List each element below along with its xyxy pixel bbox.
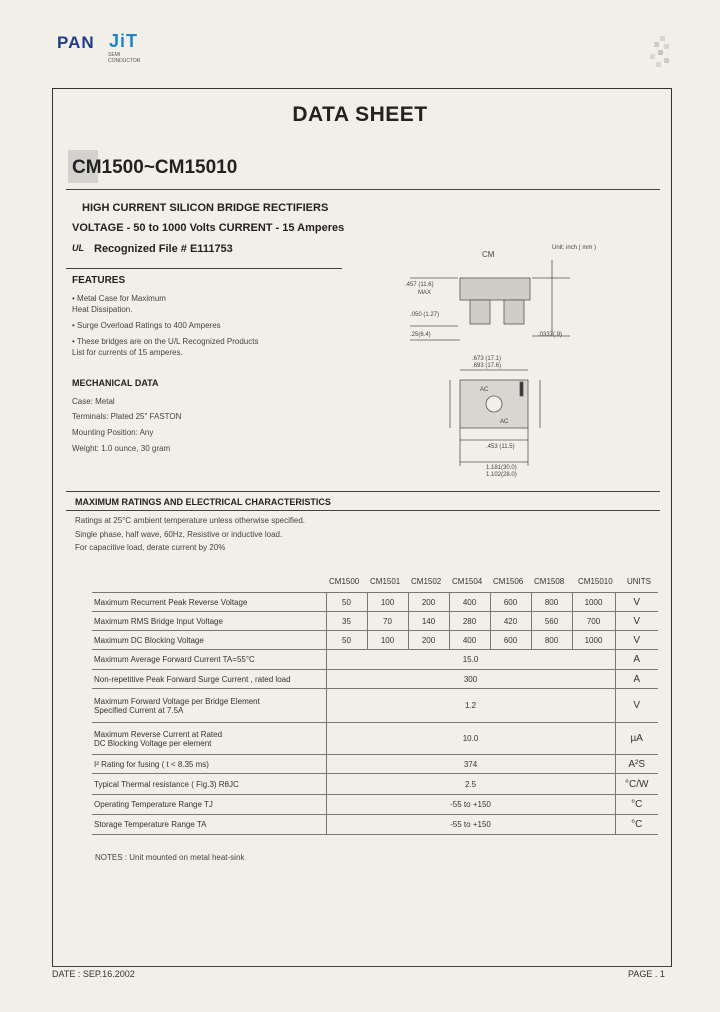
cm-label: CM — [482, 250, 495, 259]
unit-cell: V — [633, 596, 641, 608]
dimension-label: 1.102(28.0) — [486, 472, 517, 478]
mechanical-item: Weight: 1.0 ounce, 30 gram — [72, 444, 171, 453]
value-cell: 100 — [367, 631, 408, 650]
ac-label: AC — [480, 387, 489, 393]
ac-label: AC — [500, 419, 509, 425]
value-cell: 200 — [408, 631, 449, 650]
param-cell — [92, 723, 326, 755]
unit-cell: A — [633, 673, 641, 685]
unit-cell: °C — [631, 819, 643, 830]
column-header: UNITS — [627, 577, 651, 586]
logo-sub1: SEMI — [108, 52, 121, 58]
ratings-table — [92, 592, 658, 835]
value-cell: 1.2 — [326, 689, 615, 723]
value-cell: 420 — [490, 612, 531, 631]
value-cell: 10.0 — [326, 723, 615, 755]
value-cell: 300 — [326, 670, 615, 689]
column-header: CM1504 — [452, 577, 483, 586]
list-item: • Surge Overload Ratings to 400 Amperes — [72, 321, 221, 330]
mechanical-heading: MECHANICAL DATA — [72, 378, 159, 388]
param-cell: Typical Thermal resistance ( Fig.3) RθJC — [94, 779, 239, 789]
divider — [66, 510, 660, 511]
dimension-label: .25(6.4) — [410, 332, 431, 338]
table-row — [92, 815, 658, 835]
param-cell: Maximum Recurrent Peak Reverse Voltage — [94, 597, 248, 607]
param-cell: I² Rating for fusing ( t < 8.35 ms) — [94, 759, 209, 769]
unit-cell: µA — [630, 733, 643, 744]
dimension-label: .0337(.9) — [538, 332, 563, 338]
mechanical-item: Case: Metal — [72, 397, 115, 406]
column-header: CM15010 — [578, 577, 613, 586]
dimension-label: .050 (1.27) — [410, 312, 440, 318]
value-cell: 15.0 — [326, 650, 615, 670]
value-cell: 100 — [367, 593, 408, 612]
table-row — [92, 650, 658, 670]
mechanical-item: Mounting Position: Any — [72, 428, 154, 437]
dimension-label: 1.181(30.0) — [486, 465, 517, 471]
unit-cell: V — [633, 634, 641, 646]
table-row — [92, 631, 658, 650]
footer-divider — [52, 966, 672, 967]
param-cell: Maximum RMS Bridge Input Voltage — [94, 616, 223, 626]
divider — [66, 491, 660, 492]
param-line: Specified Current at 7.5A — [94, 705, 184, 715]
corner-pattern-icon — [644, 36, 670, 70]
value-cell: 700 — [572, 612, 615, 631]
value-cell: 560 — [531, 612, 572, 631]
footer-page: PAGE . 1 — [628, 969, 665, 979]
param-cell: Maximum DC Blocking Voltage — [94, 635, 204, 645]
value-cell: 600 — [490, 593, 531, 612]
value-cell: 400 — [449, 631, 490, 650]
value-cell: 35 — [326, 612, 367, 631]
unit-cell: A — [633, 654, 641, 665]
list-item: • These bridges are on the U/L Recognized Products — [72, 337, 259, 346]
table-row — [92, 689, 658, 723]
footer-date: DATE : SEP.16.2002 — [52, 969, 135, 979]
table-row — [92, 593, 658, 612]
value-cell: 600 — [490, 631, 531, 650]
dimension-label: .673 (17.1) — [472, 356, 502, 362]
footnote: NOTES : Unit mounted on metal heat-sink — [95, 853, 245, 862]
param-cell: Operating Temperature Range TJ — [94, 800, 213, 809]
list-item: List for currents of 15 amperes. — [72, 348, 183, 357]
column-header: CM1502 — [411, 577, 442, 586]
param-line: Maximum Forward Voltage per Bridge Element — [94, 696, 260, 706]
column-header: CM1500 — [329, 577, 360, 586]
list-item: Heat Dissipation. — [72, 305, 133, 314]
logo-jit-text: JiT — [109, 31, 139, 51]
value-cell: 280 — [449, 612, 490, 631]
unit-label: Unit: inch ( mm ) — [552, 245, 597, 251]
rating-note: For capacitive load, derate current by 20% — [75, 543, 226, 552]
value-cell: -55 to +150 — [326, 815, 615, 835]
value-cell: 1000 — [572, 593, 615, 612]
logo-sub2: CONDUCTOR — [108, 58, 141, 64]
value-cell: 70 — [367, 612, 408, 631]
param-cell: Storage Temperature Range TA — [94, 820, 207, 829]
value-cell: 1000 — [572, 631, 615, 650]
page-title: DATA SHEET — [292, 103, 428, 126]
column-header: CM1508 — [534, 577, 565, 586]
part-number: CM1500~CM15010 — [72, 157, 238, 178]
page-frame — [52, 88, 672, 967]
recognized-file: Recognized File # E111753 — [94, 243, 233, 255]
unit-cell: V — [633, 700, 641, 711]
value-cell: 800 — [531, 593, 572, 612]
column-header: CM1501 — [370, 577, 401, 586]
param-cell: Maximum Average Forward Current TA=55°C — [94, 655, 255, 664]
ratings-heading: MAXIMUM RATINGS AND ELECTRICAL CHARACTERISTICS — [75, 497, 331, 507]
unit-cell: °C/W — [625, 778, 649, 790]
column-header: CM1506 — [493, 577, 524, 586]
product-subtitle: HIGH CURRENT SILICON BRIDGE RECTIFIERS — [82, 202, 329, 214]
features-list — [72, 293, 258, 358]
dimension-label: .457 (11.6) — [405, 282, 434, 288]
ul-logo-icon: UL — [72, 243, 84, 253]
features-heading: FEATURES — [72, 275, 126, 286]
table-row — [92, 755, 658, 774]
list-item: • Metal Case for Maximum — [72, 294, 166, 303]
value-cell: 200 — [408, 593, 449, 612]
unit-cell: V — [633, 615, 641, 627]
value-cell: 2.5 — [326, 774, 615, 795]
table-row — [92, 723, 658, 755]
param-cell: Non-repetitive Peak Forward Surge Current , rated load — [94, 674, 291, 684]
param-line: DC Blocking Voltage per element — [94, 738, 212, 748]
voltage-current-spec: VOLTAGE - 50 to 1000 Volts CURRENT - 15 Amperes — [72, 222, 345, 234]
param-line: Maximum Reverse Current at Rated — [94, 729, 223, 739]
table-row — [92, 612, 658, 631]
dimension-label: .693 (17.6) — [472, 363, 502, 369]
unit-cell: A²S — [628, 758, 646, 770]
value-cell: -55 to +150 — [326, 795, 615, 815]
value-cell: 140 — [408, 612, 449, 631]
value-cell: 50 — [326, 593, 367, 612]
mechanical-item: Terminals: Plated 25" FASTON — [72, 412, 182, 421]
value-cell: 800 — [531, 631, 572, 650]
param-cell — [92, 689, 326, 723]
dimension-label: .453 (11.5) — [486, 444, 515, 450]
logo-pan-text: PAN — [57, 33, 95, 52]
divider — [66, 268, 342, 269]
rating-note: Single phase, half wave, 60Hz, Resistive or inductive load. — [75, 530, 283, 539]
value-cell: 50 — [326, 631, 367, 650]
divider — [66, 189, 660, 190]
logo-semiconductor-text — [108, 52, 140, 64]
value-cell: 374 — [326, 755, 615, 774]
unit-cell: °C — [631, 799, 643, 810]
table-row — [92, 795, 658, 815]
dimension-label: MAX — [418, 290, 432, 296]
rating-note: Ratings at 25°C ambient temperature unless otherwise specified. — [75, 516, 305, 525]
value-cell: 400 — [449, 593, 490, 612]
table-row — [92, 670, 658, 689]
table-row — [92, 774, 658, 795]
